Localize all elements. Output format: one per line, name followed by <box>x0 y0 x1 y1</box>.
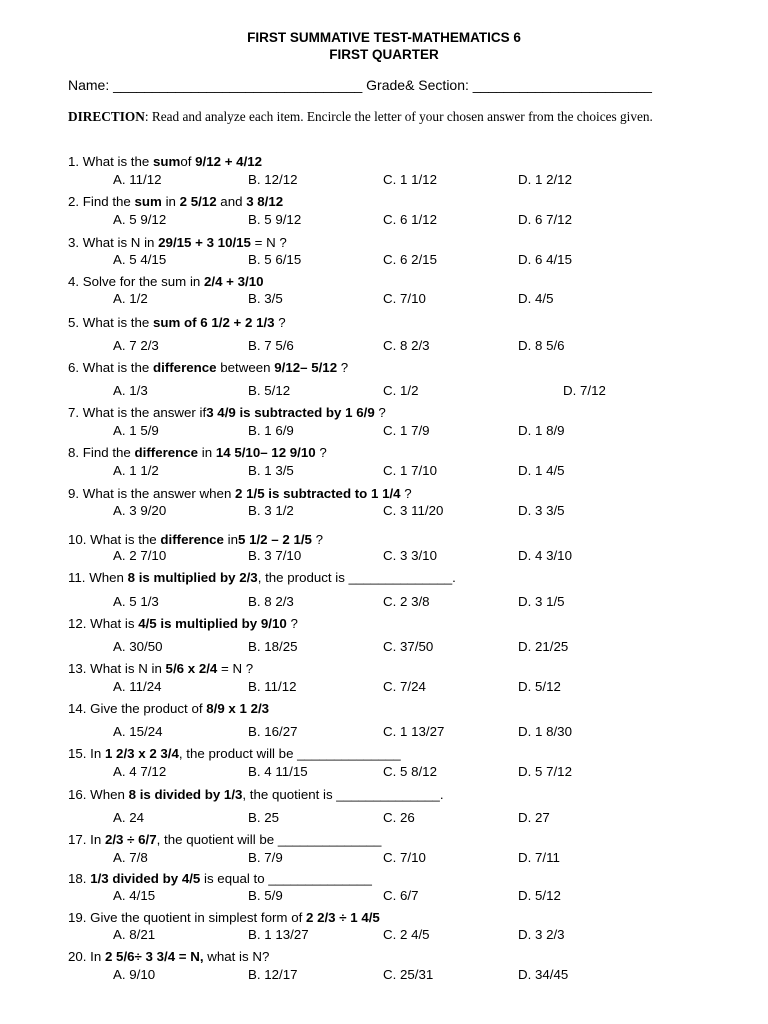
question-10-option-b[interactable]: B. 3 7/10 <box>248 548 302 563</box>
question-text-part: 3. What is N in <box>68 235 159 250</box>
question-9-option-a[interactable]: A. 3 9/20 <box>113 503 167 518</box>
question-text-part: 4. Solve for the sum in <box>68 274 204 289</box>
test-title: FIRST SUMMATIVE TEST-MATHEMATICS 6 <box>247 30 521 45</box>
question-1-option-a[interactable]: A. 11/12 <box>113 172 162 187</box>
question-text-part: is equal to ______________ <box>200 871 372 886</box>
question-text-part: 19. Give the quotient in simplest form of <box>68 910 306 925</box>
question-7-option-a[interactable]: A. 1 5/9 <box>113 423 159 438</box>
question-3-option-c[interactable]: C. 6 2/15 <box>383 252 437 267</box>
question-text-part: ? <box>400 486 412 501</box>
question-6-option-c[interactable]: C. 1/2 <box>383 383 419 398</box>
question-text-part: in <box>161 194 180 209</box>
question-12-stem <box>68 616 298 631</box>
question-text-part: 14 5/10– 12 9/10 <box>215 445 316 460</box>
question-18-option-b[interactable]: B. 5/9 <box>248 888 283 903</box>
question-16-stem <box>68 787 444 802</box>
question-10-option-d[interactable]: D. 4 3/10 <box>518 548 572 563</box>
name-grade-section-line: Name: ________________________________ Grade& Section: _______________________ <box>68 77 652 93</box>
question-text-part: 10. What is the <box>68 532 161 547</box>
question-text-part: 3 8/12 <box>246 194 284 209</box>
question-text-part: 7. What is the answer if <box>68 405 207 420</box>
question-16-option-d[interactable]: D. 27 <box>518 810 550 825</box>
question-20-option-c[interactable]: C. 25/31 <box>383 967 434 982</box>
question-9-stem <box>68 486 412 501</box>
test-subtitle: FIRST QUARTER <box>329 47 439 62</box>
question-text-part: what is N? <box>203 949 270 964</box>
question-19-option-d[interactable]: D. 3 2/3 <box>518 927 565 942</box>
question-text-part: 18. <box>68 871 91 886</box>
question-text-part: ? <box>311 532 324 547</box>
question-17-option-c[interactable]: C. 7/10 <box>383 850 426 865</box>
question-text-part: in <box>223 532 238 547</box>
question-text-part: , the product will be ______________ <box>178 746 401 761</box>
question-text-part: , the quotient will be ______________ <box>156 832 382 847</box>
question-10-option-c[interactable]: C. 3 3/10 <box>383 548 437 563</box>
question-text-part: 12. What is <box>68 616 139 631</box>
question-text-part: 14. Give the product of <box>68 701 207 716</box>
question-11-option-a[interactable]: A. 5 1/3 <box>113 594 159 609</box>
question-text-part: 16. When <box>68 787 129 802</box>
question-2-option-b[interactable]: B. 5 9/12 <box>248 212 302 227</box>
question-8-option-c[interactable]: C. 1 7/10 <box>383 463 437 478</box>
question-13-stem <box>68 661 253 676</box>
question-text-part: ? <box>286 616 298 631</box>
question-5-option-a[interactable]: A. 7 2/3 <box>113 338 159 353</box>
question-11-stem <box>68 570 456 585</box>
question-text-part: 5/6 x 2/4 <box>165 661 218 676</box>
question-11-option-d[interactable]: D. 3 1/5 <box>518 594 565 609</box>
question-text-part: 17. In <box>68 832 105 847</box>
question-3-option-b[interactable]: B. 5 6/15 <box>248 252 302 267</box>
question-15-option-b[interactable]: B. 4 11/15 <box>248 764 308 779</box>
question-12-option-a[interactable]: A. 30/50 <box>113 639 163 654</box>
question-20-option-d[interactable]: D. 34/45 <box>518 967 569 982</box>
question-1-option-b[interactable]: B. 12/12 <box>248 172 298 187</box>
question-10-stem <box>68 532 323 547</box>
question-19-option-b[interactable]: B. 1 13/27 <box>248 927 309 942</box>
question-text-part: ? <box>315 445 327 460</box>
question-18-stem <box>68 871 372 886</box>
question-text-part: 2 5/12 <box>179 194 217 209</box>
question-14-option-b[interactable]: B. 16/27 <box>248 724 298 739</box>
question-text-part: 2/3 ÷ 6/7 <box>104 832 157 847</box>
question-text-part: between <box>216 360 275 375</box>
question-13-option-d[interactable]: D. 5/12 <box>518 679 561 694</box>
question-text-part: 8. Find the <box>68 445 135 460</box>
question-13-option-a[interactable]: A. 11/24 <box>113 679 162 694</box>
question-1-option-c[interactable]: C. 1 1/12 <box>383 172 437 187</box>
question-20-option-b[interactable]: B. 12/17 <box>248 967 298 982</box>
question-15-option-c[interactable]: C. 5 8/12 <box>383 764 437 779</box>
question-text-part: 3 4/9 is subtracted by 1 6/9 <box>206 405 375 420</box>
question-12-option-c[interactable]: C. 37/50 <box>383 639 434 654</box>
question-6-option-b[interactable]: B. 5/12 <box>248 383 291 398</box>
question-text-part: 13. What is N in <box>68 661 166 676</box>
question-17-option-d[interactable]: D. 7/11 <box>518 850 560 865</box>
question-text-part: = N ? <box>250 235 287 250</box>
question-text-part: 29/15 + 3 10/15 <box>158 235 251 250</box>
question-14-option-c[interactable]: C. 1 13/27 <box>383 724 445 739</box>
question-8-stem <box>68 445 327 460</box>
question-text-part: 1. What is the <box>68 154 153 169</box>
question-5-option-c[interactable]: C. 8 2/3 <box>383 338 430 353</box>
question-text-part: , the product is ______________. <box>257 570 456 585</box>
question-text-part: 15. In <box>68 746 105 761</box>
question-2-option-d[interactable]: D. 6 7/12 <box>518 212 572 227</box>
question-5-option-b[interactable]: B. 7 5/6 <box>248 338 294 353</box>
question-text-part: 2 2/3 ÷ 1 4/5 <box>305 910 380 925</box>
question-19-stem <box>68 910 380 925</box>
question-14-option-d[interactable]: D. 1 8/30 <box>518 724 572 739</box>
question-7-option-c[interactable]: C. 1 7/9 <box>383 423 430 438</box>
question-7-option-b[interactable]: B. 1 6/9 <box>248 423 294 438</box>
question-15-stem <box>68 746 401 761</box>
question-4-option-b[interactable]: B. 3/5 <box>248 291 283 306</box>
question-text-part: difference <box>134 445 199 460</box>
question-17-option-a[interactable]: A. 7/8 <box>113 850 148 865</box>
question-3-option-a[interactable]: A. 5 4/15 <box>113 252 167 267</box>
question-8-option-b[interactable]: B. 1 3/5 <box>248 463 294 478</box>
question-3-option-d[interactable]: D. 6 4/15 <box>518 252 572 267</box>
question-text-part: 9. What is the answer when <box>68 486 236 501</box>
question-text-part: 2 5/6÷ 3 3/4 = N, <box>104 949 204 964</box>
question-text-part: 5. What is the <box>68 315 153 330</box>
question-text-part: 4/5 is multiplied by 9/10 <box>138 616 287 631</box>
question-text-part: 9/12– 5/12 <box>274 360 338 375</box>
question-7-stem <box>68 405 386 420</box>
question-text-part: ? <box>374 405 386 420</box>
question-6-option-d[interactable]: D. 7/12 <box>563 383 606 398</box>
question-9-option-c[interactable]: C. 3 11/20 <box>383 503 444 518</box>
question-text-part: , the quotient is ______________. <box>242 787 444 802</box>
question-16-option-b[interactable]: B. 25 <box>248 810 280 825</box>
question-2-stem <box>68 194 283 209</box>
question-7-option-d[interactable]: D. 1 8/9 <box>518 423 565 438</box>
question-text-part: 1 2/3 x 2 3/4 <box>104 746 179 761</box>
question-18-option-a[interactable]: A. 4/15 <box>113 888 156 903</box>
question-6-option-a[interactable]: A. 1/3 <box>113 383 148 398</box>
question-15-option-d[interactable]: D. 5 7/12 <box>518 764 572 779</box>
question-text-part: of <box>180 154 196 169</box>
question-text-part: sum of 6 1/2 + 2 1/3 <box>153 315 275 330</box>
question-8-option-a[interactable]: A. 1 1/2 <box>113 463 159 478</box>
question-19-option-a[interactable]: A. 8/21 <box>113 927 156 942</box>
question-5-stem <box>68 315 286 330</box>
question-16-option-c[interactable]: C. 26 <box>383 810 415 825</box>
question-2-option-c[interactable]: C. 6 1/12 <box>383 212 437 227</box>
question-13-option-b[interactable]: B. 11/12 <box>248 679 297 694</box>
question-16-option-a[interactable]: A. 24 <box>113 810 145 825</box>
question-14-stem <box>68 701 269 716</box>
question-text-part: 11. When <box>68 570 128 585</box>
question-text-part: 9/12 + 4/12 <box>195 154 263 169</box>
direction-text: : Read and analyze each item. Encircle the letter of your chosen answer from the choices given. <box>144 109 653 124</box>
question-text-part: in <box>198 445 216 460</box>
question-text-part: ? <box>337 360 349 375</box>
question-1-option-d[interactable]: D. 1 2/12 <box>518 172 572 187</box>
question-text-part: 2/4 + 3/10 <box>204 274 264 289</box>
question-4-stem <box>68 274 264 289</box>
question-2-option-a[interactable]: A. 5 9/12 <box>113 212 167 227</box>
question-14-option-a[interactable]: A. 15/24 <box>113 724 163 739</box>
question-19-option-c[interactable]: C. 2 4/5 <box>383 927 430 942</box>
question-text-part: 8/9 x 1 2/3 <box>206 701 270 716</box>
question-15-option-a[interactable]: A. 4 7/12 <box>113 764 167 779</box>
question-text-part: 8 is divided by 1/3 <box>128 787 243 802</box>
question-text-part: 20. In <box>68 949 105 964</box>
question-17-option-b[interactable]: B. 7/9 <box>248 850 283 865</box>
question-5-option-d[interactable]: D. 8 5/6 <box>518 338 565 353</box>
question-9-option-b[interactable]: B. 3 1/2 <box>248 503 294 518</box>
question-11-option-b[interactable]: B. 8 2/3 <box>248 594 294 609</box>
question-4-option-a[interactable]: A. 1/2 <box>113 291 148 306</box>
question-8-option-d[interactable]: D. 1 4/5 <box>518 463 565 478</box>
question-17-stem <box>68 832 381 847</box>
question-text-part: 5 1/2 – 2 1/5 <box>238 532 312 547</box>
question-4-option-d[interactable]: D. 4/5 <box>518 291 554 306</box>
question-text-part: 2. Find the <box>68 194 135 209</box>
question-9-option-d[interactable]: D. 3 3/5 <box>518 503 565 518</box>
question-18-option-d[interactable]: D. 5/12 <box>518 888 561 903</box>
question-13-option-c[interactable]: C. 7/24 <box>383 679 426 694</box>
question-12-option-d[interactable]: D. 21/25 <box>518 639 569 654</box>
question-text-part: 2 1/5 is subtracted to 1 1/4 <box>235 486 401 501</box>
question-12-option-b[interactable]: B. 18/25 <box>248 639 298 654</box>
question-text-part: = N ? <box>217 661 254 676</box>
direction-paragraph <box>68 109 668 124</box>
question-text-part: and <box>216 194 247 209</box>
direction-label: DIRECTION <box>68 109 145 124</box>
question-20-option-a[interactable]: A. 9/10 <box>113 967 156 982</box>
question-text-part: 1/3 divided by 4/5 <box>90 871 201 886</box>
question-6-stem <box>68 360 348 375</box>
question-3-stem <box>68 235 287 250</box>
question-text-part: 8 is multiplied by 2/3 <box>127 570 258 585</box>
question-text-part: ? <box>274 315 286 330</box>
question-18-option-c[interactable]: C. 6/7 <box>383 888 419 903</box>
question-text-part: sum <box>134 194 162 209</box>
question-1-stem <box>68 154 262 169</box>
question-11-option-c[interactable]: C. 2 3/8 <box>383 594 430 609</box>
question-text-part: difference <box>160 532 224 547</box>
question-20-stem <box>68 949 269 964</box>
question-text-part: difference <box>153 360 217 375</box>
question-text-part: sum <box>153 154 181 169</box>
question-text-part: 6. What is the <box>68 360 153 375</box>
question-10-option-a[interactable]: A. 2 7/10 <box>113 548 167 563</box>
question-4-option-c[interactable]: C. 7/10 <box>383 291 426 306</box>
